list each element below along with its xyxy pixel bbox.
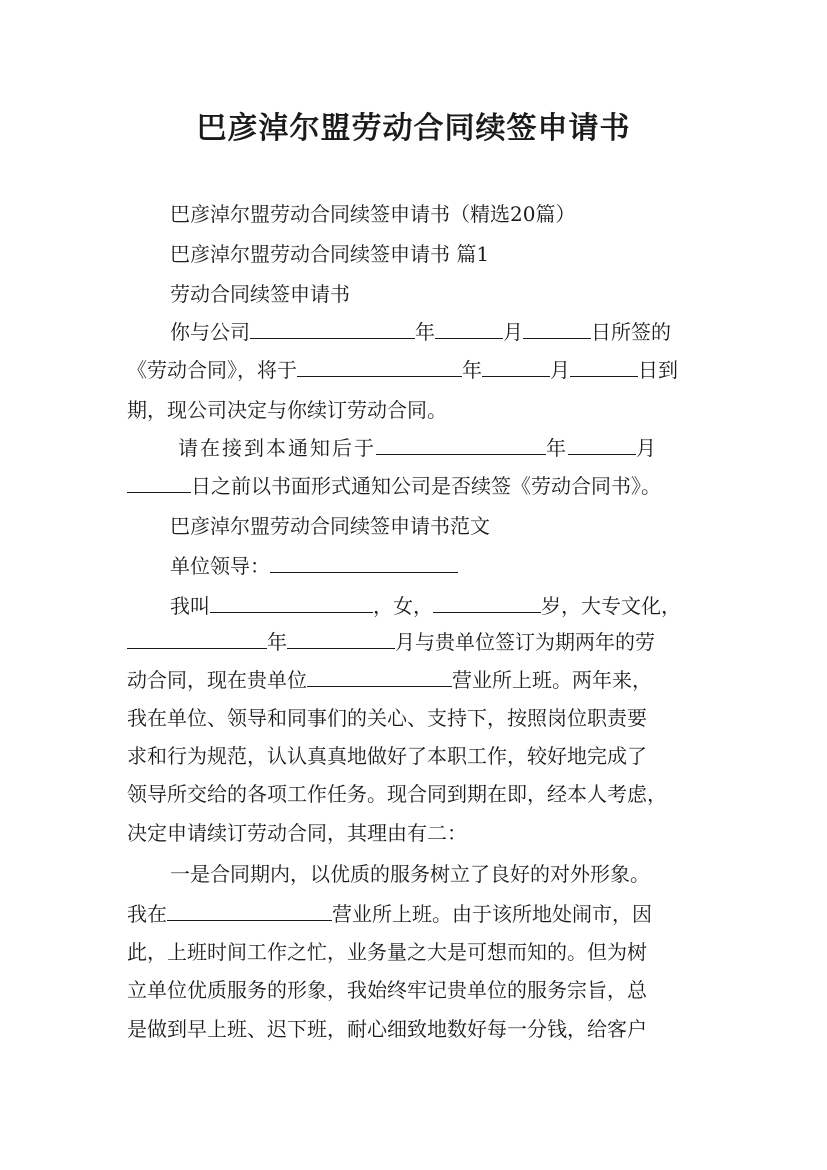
text-fragment: 年 [415,320,435,344]
text-line [127,898,707,927]
fill-in-blank [127,627,267,649]
fill-in-blank [568,433,636,455]
fill-in-blank [287,627,395,649]
text-fragment: 月 [636,436,658,460]
text-fragment: 月与贵单位签订为期两年的劳 [395,630,655,654]
text-fragment: 年 [546,436,568,460]
text-fragment: 营业所上班。由于该所地处闹市，因 [332,902,652,926]
fill-in-blank [127,471,191,493]
fill-in-blank [167,899,332,921]
text-line [127,664,707,693]
text-line: 领导所交给的各项工作任务。现合同到期在即，经本人考虑， [127,782,667,806]
section-heading: 劳动合同续签申请书 [170,282,350,306]
text-line: 一是合同期内，以优质的服务树立了良好的对外形象。 [170,862,650,886]
subtitle-line: 巴彦淖尔盟劳动合同续签申请书（精选20篇） [170,202,576,226]
text-line [170,590,750,619]
text-fragment: 日所签的 [591,320,671,344]
text-line: 是做到早上班、迟下班，耐心细致地数好每一分钱，给客户 [127,1017,647,1041]
text-fragment: 岁，大专文化， [541,594,681,618]
text-fragment: ，女， [373,594,433,618]
text-fragment: 请在接到本通知后于 [178,436,376,460]
text-line [127,354,707,383]
text-fragment: 《劳动合同》，将于 [127,358,297,382]
text-line [178,432,700,461]
fill-in-blank [523,317,591,339]
fill-in-blank [376,433,546,455]
text-fragment: 月 [550,358,570,382]
fill-in-blank [570,355,638,377]
text-fragment: 年 [267,630,287,654]
text-fragment: 我在 [127,902,167,926]
fill-in-blank [250,317,415,339]
fill-in-blank [210,591,373,613]
text-line: 期，现公司决定与你续订劳动合同。 [127,398,447,422]
fill-in-blank [307,665,452,687]
text-fragment: 月 [503,320,523,344]
text-line: 决定申请续订劳动合同，其理由有二： [127,821,467,845]
section-heading: 巴彦淖尔盟劳动合同续签申请书范文 [170,514,490,538]
text-line [127,470,707,499]
text-fragment: 营业所上班。两年来， [452,668,652,692]
text-fragment: 日之前以书面形式通知公司是否续签《劳动合同书》。 [191,474,661,498]
text-fragment: 单位领导： [170,554,270,578]
text-line: 此，上班时间工作之忙，业务量之大是可想而知的。但为树 [127,940,647,964]
subtitle-line: 巴彦淖尔盟劳动合同续签申请书 篇1 [170,242,490,266]
text-line: 我在单位、领导和同事们的关心、支持下，按照岗位职责要 [127,706,647,730]
fill-in-blank [482,355,550,377]
fill-in-blank [270,551,458,573]
text-line: 求和行为规范，认认真真地做好了本职工作，较好地完成了 [127,744,647,768]
text-fragment: 你与公司 [170,320,250,344]
fill-in-blank [297,355,462,377]
fill-in-blank [433,591,541,613]
text-fragment: 我叫 [170,594,210,618]
fill-in-blank [435,317,503,339]
document-title: 巴彦淖尔盟劳动合同续签申请书 [196,111,631,146]
text-fragment: 动合同，现在贵单位 [127,668,307,692]
text-line [170,316,750,345]
text-fragment: 年 [462,358,482,382]
text-line: 立单位优质服务的形象，我始终牢记贵单位的服务宗旨，总 [127,978,647,1002]
text-line [127,626,707,655]
salutation-line [170,550,750,579]
text-fragment: 日到 [638,358,678,382]
